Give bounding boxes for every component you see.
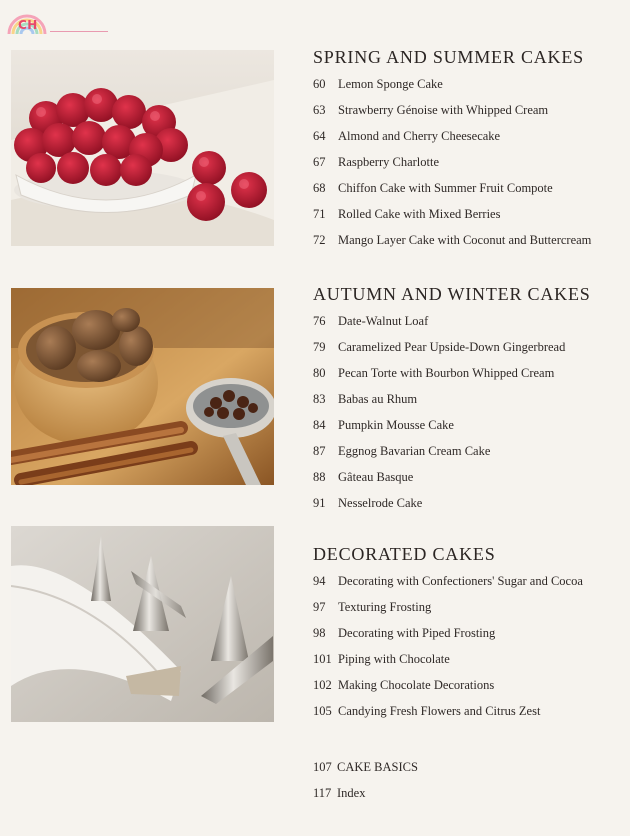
toc-entry[interactable] [313, 470, 628, 496]
section-title: AUTUMN AND WINTER CAKES [313, 284, 591, 304]
page-number: 68 [313, 181, 326, 195]
page-number: 98 [313, 626, 326, 640]
page-number: 60 [313, 77, 326, 91]
page-number: 105 [313, 704, 332, 718]
entry-title: Strawberry Génoise with Whipped Cream [338, 103, 549, 117]
toc-entry[interactable] [313, 444, 628, 470]
page-number: 72 [313, 233, 326, 247]
entry-title: Gâteau Basque [338, 470, 414, 484]
page-number: 94 [313, 574, 326, 588]
toc-entry[interactable] [313, 760, 628, 786]
page-number: 117 [313, 786, 332, 800]
toc-entry[interactable] [313, 207, 628, 233]
toc-entry[interactable] [313, 652, 628, 678]
toc-entry[interactable] [313, 626, 628, 652]
entry-title: Decorating with Piped Frosting [338, 626, 496, 640]
entry-title: Raspberry Charlotte [338, 155, 440, 169]
toc-entry[interactable] [313, 340, 628, 366]
page-number: 76 [313, 314, 326, 328]
page-number: 63 [313, 103, 326, 117]
toc-entry[interactable] [313, 600, 628, 626]
toc-entry[interactable] [313, 155, 628, 181]
toc-entry[interactable] [313, 574, 628, 600]
entry-title: Pecan Torte with Bourbon Whipped Cream [338, 366, 555, 380]
toc-entry[interactable] [313, 392, 628, 418]
entry-title: Index [337, 786, 366, 800]
entry-title: Chiffon Cake with Summer Fruit Compote [338, 181, 553, 195]
watermark-logo [4, 4, 114, 38]
watermark-underline [50, 31, 108, 32]
entry-title: Rolled Cake with Mixed Berries [338, 207, 501, 221]
section-title: DECORATED CAKES [313, 544, 496, 564]
entry-title: Date-Walnut Loaf [338, 314, 429, 328]
page-number: 84 [313, 418, 326, 432]
spices-photo [11, 288, 274, 485]
section-title: SPRING AND SUMMER CAKES [313, 47, 584, 67]
toc-entry[interactable] [313, 129, 628, 155]
entry-title: Caramelized Pear Upside-Down Gingerbread [338, 340, 566, 354]
entry-title: Mango Layer Cake with Coconut and Buttercream [338, 233, 592, 247]
section-spring-summer-cakes [313, 47, 628, 259]
entry-title: Eggnog Bavarian Cream Cake [338, 444, 491, 458]
entry-title: CAKE BASICS [337, 760, 418, 774]
toc-entry[interactable] [313, 366, 628, 392]
toc-entry[interactable] [313, 496, 628, 522]
toc-entry[interactable] [313, 181, 628, 207]
toc-entry[interactable] [313, 418, 628, 444]
section-back-matter [313, 760, 628, 812]
entry-title: Decorating with Confectioners' Sugar and Cocoa [338, 574, 583, 588]
toc-entry[interactable] [313, 233, 628, 259]
page-number: 91 [313, 496, 326, 510]
page-number: 79 [313, 340, 326, 354]
section-autumn-winter-cakes [313, 284, 628, 522]
page-number: 64 [313, 129, 326, 143]
entry-title: Lemon Sponge Cake [338, 77, 443, 91]
entry-title: Making Chocolate Decorations [338, 678, 495, 692]
page-number: 97 [313, 600, 326, 614]
toc-entry[interactable] [313, 786, 628, 812]
entry-title: Babas au Rhum [338, 392, 418, 406]
toc-entry[interactable] [313, 103, 628, 129]
toc-entry[interactable] [313, 314, 628, 340]
toc-entry[interactable] [313, 77, 628, 103]
piping-tools-photo [11, 526, 274, 722]
watermark-text: CH [18, 18, 38, 32]
page-number: 83 [313, 392, 326, 406]
entry-title: Nesselrode Cake [338, 496, 423, 510]
section-decorated-cakes [313, 544, 628, 730]
raspberries-photo [11, 50, 274, 246]
entry-title: Almond and Cherry Cheesecake [338, 129, 501, 143]
page-number: 67 [313, 155, 326, 169]
entry-title: Pumpkin Mousse Cake [338, 418, 454, 432]
page-number: 102 [313, 678, 332, 692]
entry-title: Texturing Frosting [338, 600, 432, 614]
entry-title: Piping with Chocolate [338, 652, 450, 666]
page-number: 101 [313, 652, 332, 666]
page-number: 88 [313, 470, 326, 484]
page-number: 80 [313, 366, 326, 380]
page-number: 87 [313, 444, 326, 458]
toc-entry[interactable] [313, 704, 628, 730]
page-number: 71 [313, 207, 326, 221]
toc-entry[interactable] [313, 678, 628, 704]
page-number: 107 [313, 760, 332, 774]
entry-title: Candying Fresh Flowers and Citrus Zest [338, 704, 541, 718]
